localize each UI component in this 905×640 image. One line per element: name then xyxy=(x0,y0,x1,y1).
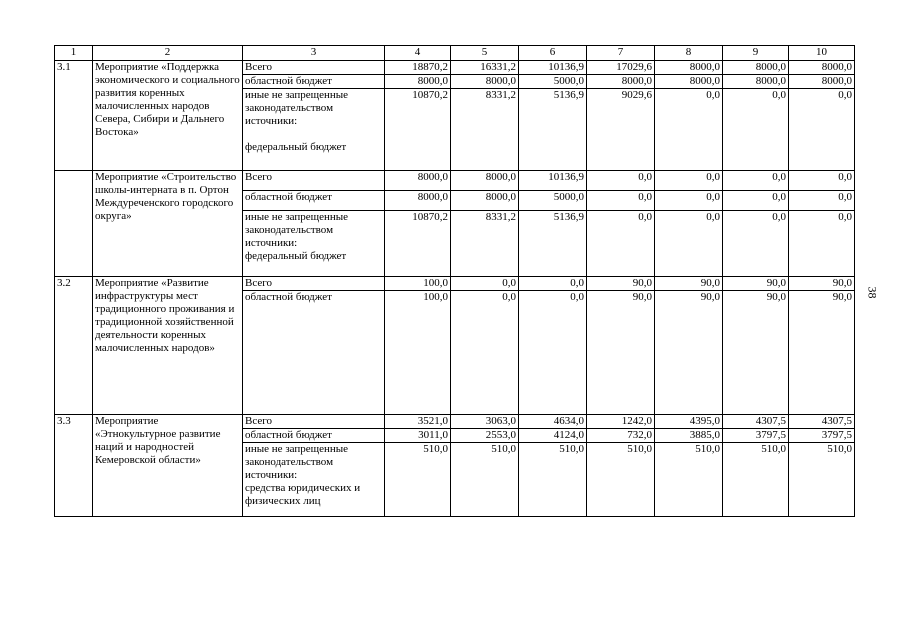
amount-cell: 5000,0 xyxy=(519,75,587,89)
amount-cell: 4124,0 xyxy=(519,429,587,443)
header-cell: 5 xyxy=(451,46,519,61)
amount-cell: 732,0 xyxy=(587,429,655,443)
funding-source: Всего xyxy=(243,415,385,429)
header-cell: 3 xyxy=(243,46,385,61)
header-cell: 2 xyxy=(93,46,243,61)
amount-cell: 0,0 xyxy=(519,277,587,291)
amount-cell: 3797,5 xyxy=(723,429,789,443)
amount-cell: 8000,0 xyxy=(789,61,855,75)
page-number: 38 xyxy=(865,286,880,299)
table-body xyxy=(55,46,855,517)
funding-source: областной бюджет xyxy=(243,191,385,211)
item-number: 3.2 xyxy=(55,277,93,415)
header-cell: 9 xyxy=(723,46,789,61)
amount-cell: 8000,0 xyxy=(385,191,451,211)
funding-source: областной бюджет xyxy=(243,75,385,89)
amount-cell: 5136,9 xyxy=(519,89,587,171)
amount-cell: 4307,5 xyxy=(723,415,789,429)
amount-cell: 0,0 xyxy=(587,171,655,191)
amount-cell: 510,0 xyxy=(385,443,451,517)
amount-cell: 4634,0 xyxy=(519,415,587,429)
funding-source: областной бюджет xyxy=(243,291,385,415)
funding-source: иные не запрещенные законодательством источники: средства юридических и физических лиц xyxy=(243,443,385,517)
amount-cell: 8000,0 xyxy=(789,75,855,89)
amount-cell: 4307,5 xyxy=(789,415,855,429)
amount-cell: 10136,9 xyxy=(519,171,587,191)
amount-cell: 510,0 xyxy=(451,443,519,517)
header-cell: 10 xyxy=(789,46,855,61)
amount-cell: 0,0 xyxy=(655,211,723,277)
amount-cell: 100,0 xyxy=(385,277,451,291)
funding-source: областной бюджет xyxy=(243,429,385,443)
budget-table xyxy=(54,45,855,517)
amount-cell: 90,0 xyxy=(723,291,789,415)
header-cell: 8 xyxy=(655,46,723,61)
amount-cell: 3885,0 xyxy=(655,429,723,443)
amount-cell: 8000,0 xyxy=(587,75,655,89)
amount-cell: 0,0 xyxy=(587,191,655,211)
table-row xyxy=(55,277,855,291)
amount-cell: 10870,2 xyxy=(385,211,451,277)
amount-cell: 0,0 xyxy=(789,171,855,191)
amount-cell: 8000,0 xyxy=(723,75,789,89)
amount-cell: 8000,0 xyxy=(451,75,519,89)
amount-cell: 0,0 xyxy=(587,211,655,277)
amount-cell: 0,0 xyxy=(451,277,519,291)
amount-cell: 0,0 xyxy=(789,211,855,277)
funding-source: Всего xyxy=(243,61,385,75)
event-description: Мероприятие «Развитие инфраструктуры мест традиционного проживания и традиционной хозяйственной деятельности коренных малочисленных народов» xyxy=(93,277,243,415)
amount-cell: 90,0 xyxy=(655,277,723,291)
header-cell: 1 xyxy=(55,46,93,61)
header-cell: 4 xyxy=(385,46,451,61)
amount-cell: 0,0 xyxy=(519,291,587,415)
amount-cell: 0,0 xyxy=(723,171,789,191)
table-row xyxy=(55,415,855,429)
item-number xyxy=(55,171,93,277)
item-number: 3.1 xyxy=(55,61,93,171)
amount-cell: 0,0 xyxy=(723,191,789,211)
amount-cell: 8331,2 xyxy=(451,89,519,171)
amount-cell: 90,0 xyxy=(723,277,789,291)
amount-cell: 8000,0 xyxy=(655,75,723,89)
amount-cell: 90,0 xyxy=(789,277,855,291)
item-number: 3.3 xyxy=(55,415,93,517)
table-row xyxy=(55,171,855,191)
funding-source: иные не запрещенные законодательством источники: федеральный бюджет xyxy=(243,211,385,277)
amount-cell: 0,0 xyxy=(789,89,855,171)
amount-cell: 90,0 xyxy=(655,291,723,415)
amount-cell: 3521,0 xyxy=(385,415,451,429)
amount-cell: 510,0 xyxy=(587,443,655,517)
funding-source: Всего xyxy=(243,277,385,291)
amount-cell: 18870,2 xyxy=(385,61,451,75)
amount-cell: 100,0 xyxy=(385,291,451,415)
header-cell: 7 xyxy=(587,46,655,61)
amount-cell: 510,0 xyxy=(655,443,723,517)
amount-cell: 2553,0 xyxy=(451,429,519,443)
amount-cell: 1242,0 xyxy=(587,415,655,429)
amount-cell: 8000,0 xyxy=(655,61,723,75)
event-description: Мероприятие «Этнокультурное развитие наций и народностей Кемеровской области» xyxy=(93,415,243,517)
table-row xyxy=(55,61,855,75)
amount-cell: 0,0 xyxy=(655,89,723,171)
amount-cell: 17029,6 xyxy=(587,61,655,75)
amount-cell: 3063,0 xyxy=(451,415,519,429)
amount-cell: 0,0 xyxy=(655,171,723,191)
amount-cell: 0,0 xyxy=(655,191,723,211)
amount-cell: 8000,0 xyxy=(451,191,519,211)
amount-cell: 90,0 xyxy=(587,277,655,291)
event-description: Мероприятие «Поддержка экономического и социального развития коренных малочисленных народов Севера, Сибири и Дальнего Востока» xyxy=(93,61,243,171)
amount-cell: 0,0 xyxy=(723,211,789,277)
amount-cell: 8000,0 xyxy=(385,171,451,191)
amount-cell: 0,0 xyxy=(789,191,855,211)
amount-cell: 3011,0 xyxy=(385,429,451,443)
amount-cell: 10136,9 xyxy=(519,61,587,75)
amount-cell: 3797,5 xyxy=(789,429,855,443)
amount-cell: 510,0 xyxy=(723,443,789,517)
header-row xyxy=(55,46,855,61)
amount-cell: 0,0 xyxy=(451,291,519,415)
amount-cell: 8000,0 xyxy=(723,61,789,75)
amount-cell: 5136,9 xyxy=(519,211,587,277)
amount-cell: 8000,0 xyxy=(385,75,451,89)
amount-cell: 90,0 xyxy=(587,291,655,415)
amount-cell: 10870,2 xyxy=(385,89,451,171)
funding-source: Всего xyxy=(243,171,385,191)
amount-cell: 5000,0 xyxy=(519,191,587,211)
amount-cell: 9029,6 xyxy=(587,89,655,171)
amount-cell: 510,0 xyxy=(789,443,855,517)
header-cell: 6 xyxy=(519,46,587,61)
amount-cell: 16331,2 xyxy=(451,61,519,75)
amount-cell: 90,0 xyxy=(789,291,855,415)
amount-cell: 0,0 xyxy=(723,89,789,171)
event-description: Мероприятие «Строительство школы-интерната в п. Ортон Междуреченского городского округа» xyxy=(93,171,243,277)
funding-source: иные не запрещенные законодательством источники: федеральный бюджет xyxy=(243,89,385,171)
amount-cell: 4395,0 xyxy=(655,415,723,429)
amount-cell: 510,0 xyxy=(519,443,587,517)
amount-cell: 8331,2 xyxy=(451,211,519,277)
amount-cell: 8000,0 xyxy=(451,171,519,191)
